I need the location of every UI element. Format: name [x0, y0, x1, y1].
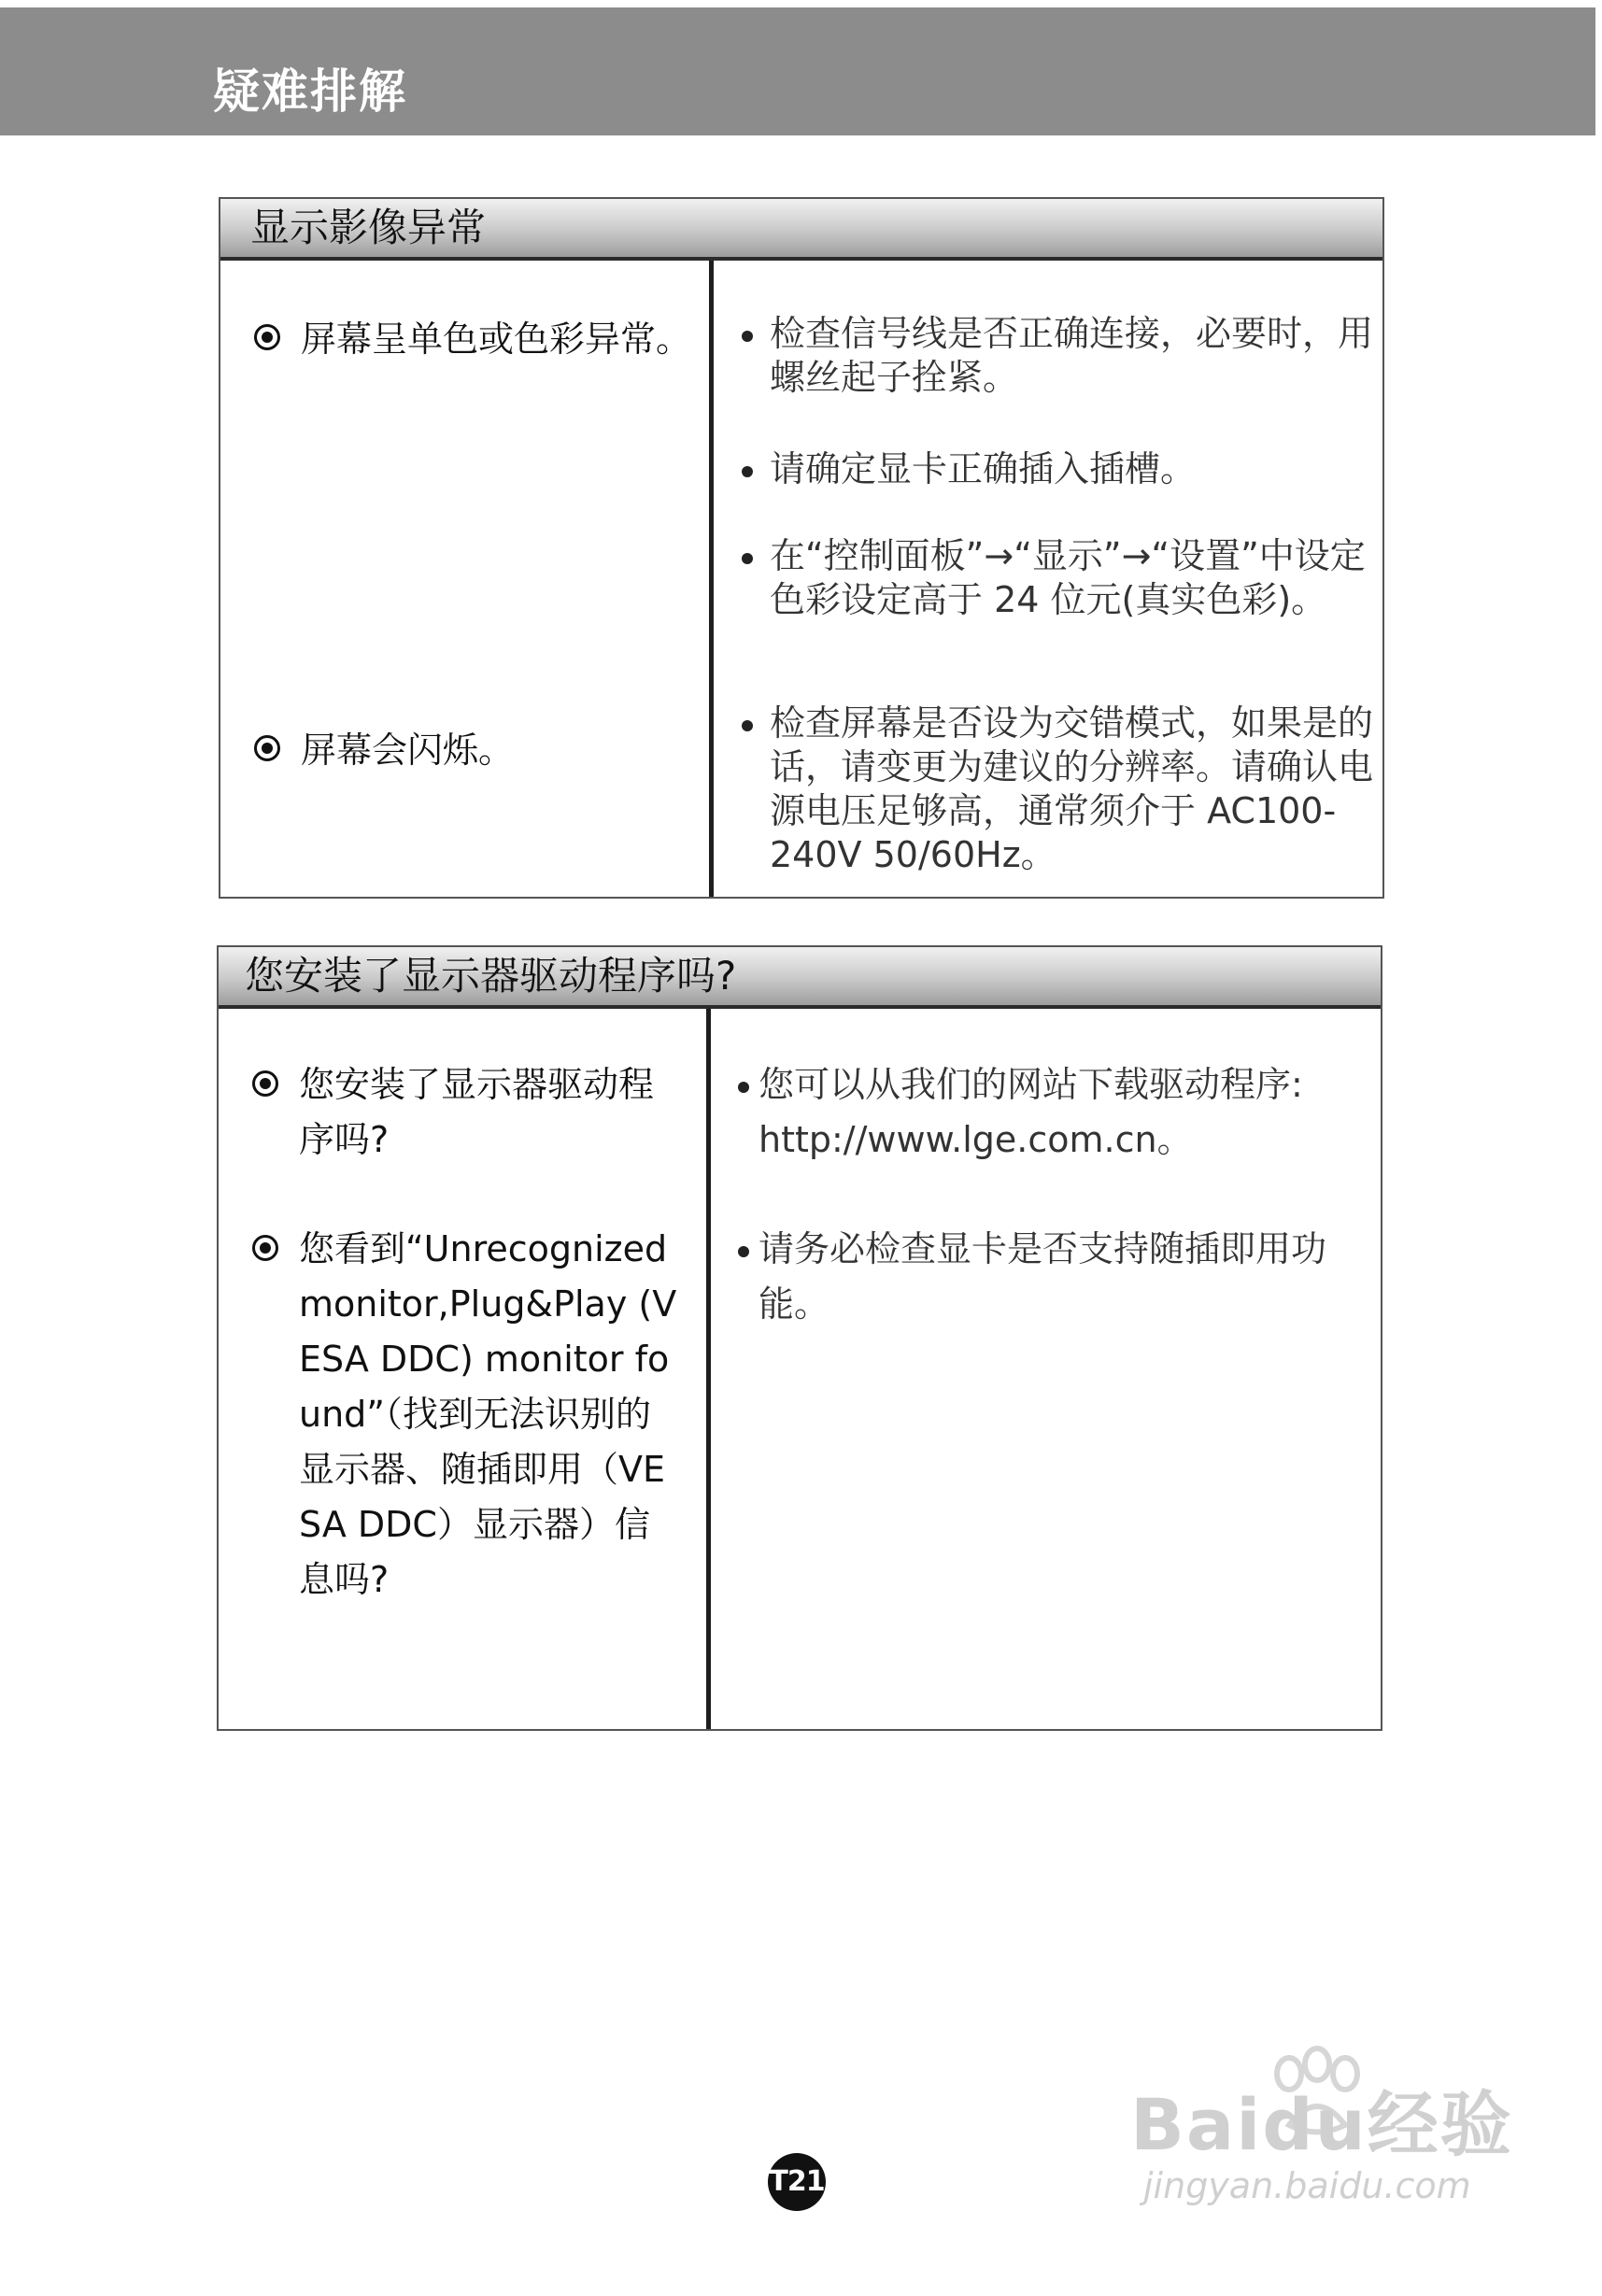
- circle-bullet-icon: [254, 324, 280, 350]
- dot-bullet-icon: [742, 331, 753, 342]
- page-title: 疑难排解: [213, 64, 407, 119]
- section-header: [219, 947, 1381, 1009]
- circle-bullet-icon: [254, 735, 280, 761]
- symptom-text: 您安装了显示器驱动程序吗?: [299, 1064, 655, 1160]
- section-header: [220, 199, 1382, 261]
- watermark-url: jingyan.baidu.com: [1143, 2165, 1471, 2206]
- circle-bullet-icon: [252, 1070, 278, 1097]
- solution-text: 请务必检查显卡是否支持随插即用功能。: [758, 1228, 1327, 1325]
- solution-text: 在“控制面板”→“显示”→“设置”中设定色彩设定高于 24 位元(真实色彩)。: [770, 535, 1366, 620]
- baidu-watermark: [1130, 2046, 1523, 2214]
- column-divider: [706, 1009, 711, 1729]
- dot-bullet-icon: [738, 1082, 749, 1093]
- dot-bullet-icon: [742, 466, 753, 477]
- symptom-text: 屏幕会闪烁。: [301, 730, 515, 771]
- section-driver: [217, 945, 1382, 1731]
- symptom-text: 屏幕呈单色或色彩异常。: [301, 319, 692, 360]
- circle-bullet-icon: [252, 1235, 278, 1261]
- header-band: [0, 7, 1595, 135]
- symptom-text: 您看到“Unrecognized monitor,Plug&Play (VESA DDC) monitor found”（找到无法识别的显示器、随插即用（VESA DDC）显示器）信息吗?: [299, 1228, 677, 1600]
- solution-text: 检查屏幕是否设为交错模式，如果是的话，请变更为建议的分辨率。请确认电源电压足够高，通常须介于 AC100-240V 50/60Hz。: [770, 702, 1374, 875]
- solution-text: 检查信号线是否正确连接，必要时，用螺丝起子拴紧。: [770, 313, 1374, 398]
- solution-text: 您可以从我们的网站下载驱动程序: http://www.lge.com.cn。: [758, 1064, 1303, 1160]
- solution-text: 请确定显卡正确插入插槽。: [770, 448, 1197, 489]
- dot-bullet-icon: [742, 553, 753, 564]
- section-display-abnormal: [219, 197, 1384, 899]
- section-title: 您安装了显示器驱动程序吗?: [245, 953, 737, 999]
- watermark-brand: Baidu经验: [1130, 2083, 1513, 2166]
- page-number: T21: [768, 2153, 826, 2211]
- section-title: 显示影像异常: [250, 205, 487, 250]
- dot-bullet-icon: [738, 1246, 749, 1257]
- dot-bullet-icon: [742, 720, 753, 731]
